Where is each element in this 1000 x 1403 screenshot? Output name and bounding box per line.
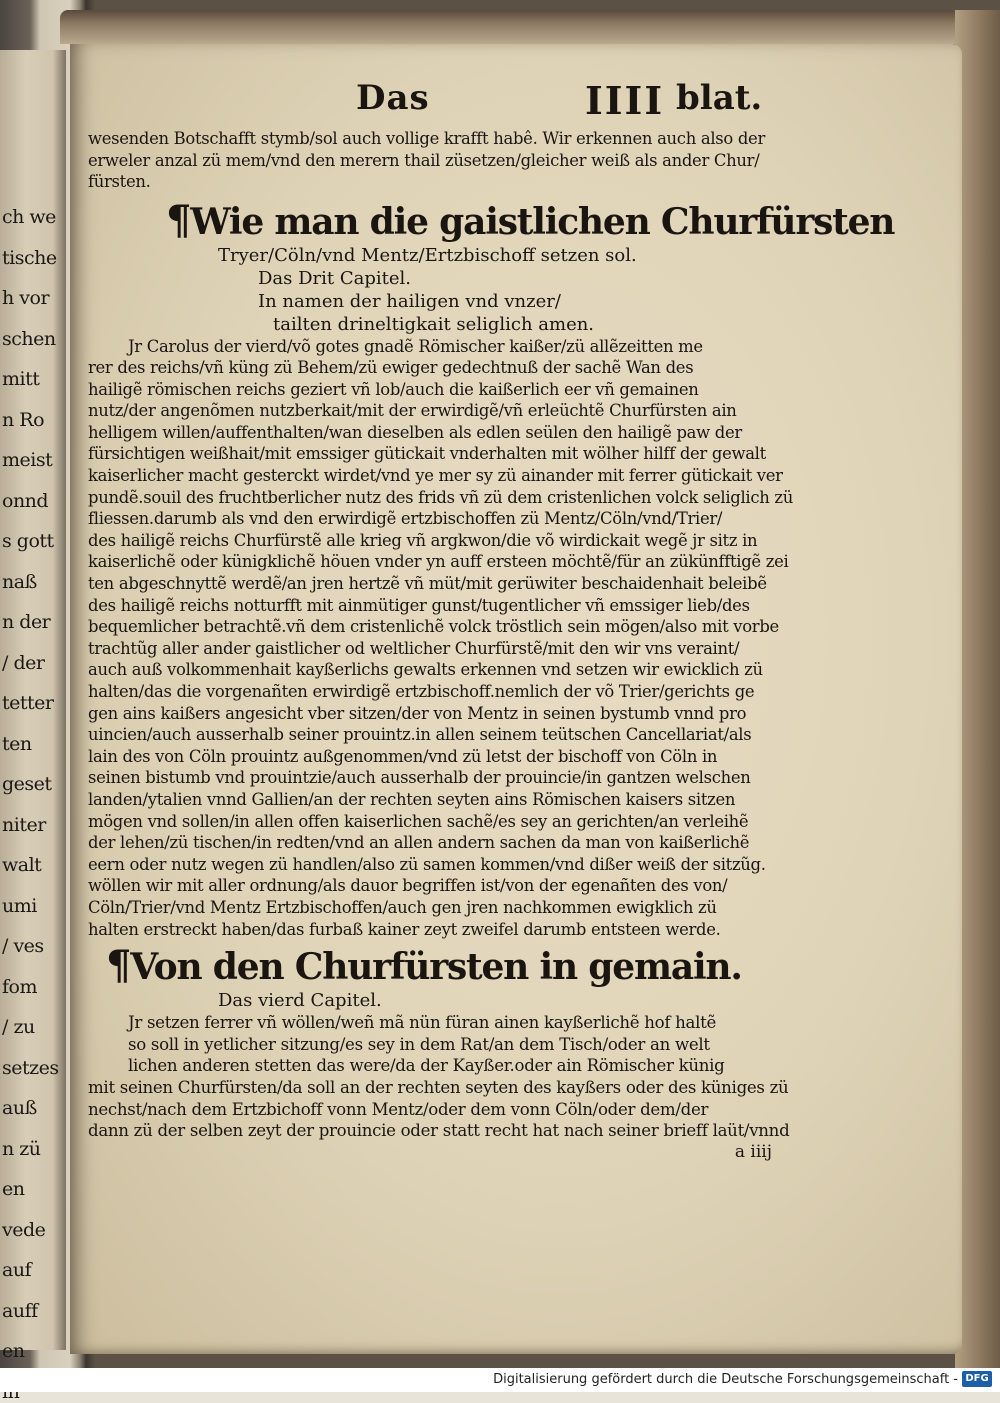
left-page-fragment: fom <box>2 975 37 998</box>
left-page-fragment: / ves <box>2 935 44 957</box>
text-line: seinen bistumb vnd prouintzie/auch ausserhalb der prouincie/in gantzen welschen <box>88 768 751 788</box>
chapter-label: Das vierd Capitel. <box>218 990 382 1012</box>
text-line: helligem willen/auffenthalten/wan dieselben als edlen seülen den hailigẽ paw der <box>88 422 742 442</box>
text-line: des hailigẽ reichs notturfft mit ainmütiger gunst/tugentlicher vñ emssiger lieb/des <box>88 595 750 615</box>
left-page-fragment: h vor <box>2 287 50 309</box>
pilcrow-icon: ¶ <box>166 196 191 244</box>
left-page-fragment: walt <box>2 854 42 876</box>
text-line: auch auß volkommenhait kayßerlichs gewalts erkennen vnd setzen wir ewicklich zü <box>88 660 763 680</box>
text-line: dann zü der selben zeyt der prouincie oder statt recht hat nach seiner brieff laüt/vnnd <box>88 1121 790 1141</box>
text-line: kaiserlichẽ oder künigklichẽ höuen vnder yn auff ersteen möchtẽ/für an zükünfftigẽ zei <box>88 552 789 572</box>
text-line: Jr Carolus der vierd/võ gotes gnadẽ Römischer kaißer/zü allẽzeitten me <box>128 336 703 356</box>
text-line: eern oder nutz wegen zü handlen/also zü samen kommen/vnd dißer weiß der sitzũg. <box>88 854 766 874</box>
book-top-edge <box>60 10 960 44</box>
text-line: landen/ytalien vnnd Gallien/an der rechten seyten ains Römischen kaisers sitzen <box>88 789 736 809</box>
page-text <box>88 78 895 1162</box>
left-page-fragment: geset <box>2 773 52 795</box>
left-page-fragment: tetter <box>2 692 54 714</box>
text-block-3 <box>88 1012 820 1142</box>
text-line: gen ains kaißers angesicht vber sitzen/der von Mentz in seinen bystumb vnnd pro <box>88 703 747 723</box>
text-line: kaiserlicher macht gesterckt wirdet/vnd ye mer sy zü ainander mit ferrer gütickait ver <box>88 466 783 486</box>
text-line: hailigẽ römischen reichs geziert vñ lob/auch die kaißerlich eer vñ gemainen <box>88 379 699 399</box>
text-line: rer des reichs/vñ küng zü Behem/zü ewiger gedechtnuß der sachẽ Wan des <box>88 358 694 378</box>
text-line: fliessen.darumb als vnd den erwirdigẽ ertzbischoffen zü Mentz/Cöln/vnd/Trier/ <box>88 509 723 529</box>
left-page-fragment: / zu <box>2 1016 35 1038</box>
heading-text: Wie man die gaistlichen Churfürsten <box>190 200 895 243</box>
text-line: fürsten. <box>88 172 151 191</box>
text-line: mögen vnd sollen/in allen offen kaiserlichen sachẽ/es sey an gerichten/an verleihẽ <box>88 811 749 831</box>
left-page-fragment: en <box>2 1340 25 1362</box>
text-block-2 <box>88 336 820 941</box>
left-page-fragment: s gott <box>2 530 54 552</box>
left-page-margin <box>0 50 66 1362</box>
text-line: nechst/nach dem Ertzbichoff vonn Mentz/oder dem vonn Cöln/oder dem/der <box>88 1099 709 1119</box>
left-page-fragment: n zü <box>2 1137 41 1160</box>
left-page-fragment: schen <box>2 327 56 350</box>
folio-number: IIII <box>585 78 665 123</box>
text-line: nutz/der angenõmen nutzberkait/mit der erwirdigẽ/vñ erleüchtẽ Churfürsten ain <box>88 401 737 421</box>
left-page-fragment: vede <box>2 1218 46 1241</box>
left-page-fragment: / der <box>2 651 45 674</box>
dfg-logo: DFG <box>962 1371 992 1387</box>
pilcrow-icon: ¶ <box>106 942 131 990</box>
left-page-fragment: mitt <box>2 368 40 390</box>
left-page-fragment: n Ro <box>2 408 45 431</box>
text-line: lain des von Cöln prouintz außgenommen/vnd zü letst der bischoff von Cöln in <box>88 746 718 766</box>
chapter-label: Das Drit Capitel. <box>258 267 412 289</box>
text-line: halten/das die vorgenañten erwirdigẽ ertzbischoff.nemlich der võ Trier/gerichts ge <box>88 682 755 701</box>
left-page-fragment: n der <box>2 611 51 633</box>
text-line: erweler anzal zü mem/vnd den merern thail züsetzen/gleicher weiß als ander Chur/ <box>88 150 760 170</box>
text-line: wöllen wir mit aller ordnung/als dauor begriffen ist/von der egenañten des von/ <box>88 876 728 896</box>
text-line: lichen anderen stetten das were/da der Kayßer.oder ain Römischer künig <box>128 1056 725 1076</box>
text-line: trachtũg aller ander gaistlicher od weltlicher Churfürstẽ/mit den wir vns veraint/ <box>88 638 740 658</box>
left-page-fragment: auß <box>2 1097 37 1119</box>
left-page-fragment: en <box>2 1178 25 1200</box>
heading-subtitle: Tryer/Cöln/vnd Mentz/Ertzbischoff setzen sol. <box>218 244 637 266</box>
section-heading-1 <box>88 196 895 244</box>
text-line: bequemlicher betrachtẽ.vñ dem cristenlichẽ volck tröstlich sein mögen/also mit vorbe <box>88 617 779 637</box>
left-page-fragment: niter <box>2 813 46 836</box>
text-line: wesenden Botschafft stymb/sol auch vollige krafft habê. Wir erkennen auch also der <box>88 129 765 148</box>
left-page-fragment: ch we <box>2 206 56 228</box>
text-line: halten erstreckt haben/das furbaß kainer zeyt zweifel darumb entsteen werde. <box>88 919 721 939</box>
footer-bar <box>0 1368 1000 1392</box>
text-line: pundẽ.souil des fruchtberlicher nutz des frids vñ zü dem cristenlichen volck seliglich zü <box>88 487 794 507</box>
section-heading-2 <box>88 944 820 989</box>
left-page-fragment: auf <box>2 1259 32 1281</box>
footer-credit: Digitalisierung gefördert durch die Deutsche Forschungsgemeinschaft - <box>493 1372 958 1387</box>
text-line: so soll in yetlicher sitzung/es sey in dem Rat/an dem Tisch/oder an welt <box>128 1034 710 1054</box>
invocation-line: tailten drineltigkait seliglich amen. <box>273 313 595 335</box>
text-line: mit seinen Churfürsten/da soll an der rechten seyten des kayßers oder des küniges zü <box>88 1077 789 1097</box>
running-header <box>88 78 820 128</box>
text-line: Cöln/Trier/vnd Mentz Ertzbischoffen/auch gen jren nachkommen ewigklich zü <box>88 897 717 917</box>
heading-text: Von den Churfürsten in gemain. <box>130 946 742 989</box>
left-page-fragment: ten <box>2 732 32 755</box>
left-page-fragment: tische <box>2 246 57 269</box>
text-line: fürsichtigen weißhait/mit emssiger gütickait vnderhalten mit wölher hilff der gewalt <box>88 444 766 464</box>
leaf-label: blat. <box>676 78 763 118</box>
invocation-line: In namen der hailigen vnd vnzer/ <box>258 290 561 312</box>
signature-mark: a iiij <box>734 1141 772 1162</box>
text-block-1 <box>88 128 820 193</box>
text-line: Jr setzen ferrer vñ wöllen/weñ mã nün füran ainen kayßerlichẽ hof haltẽ <box>128 1013 717 1033</box>
left-page-fragment: onnd <box>2 489 49 512</box>
left-page-fragment: naß <box>2 570 37 593</box>
text-line: des hailigẽ reichs Churfürstẽ alle krieg vñ argkwon/die võ wirdickait wegẽ jr sitz in <box>88 530 758 550</box>
left-page-fragment: umi <box>2 894 37 917</box>
text-line: ten abgeschnyttẽ werdẽ/an jren hertzẽ vñ müt/mit gerüwiter beschaidenhait beleibẽ <box>88 574 767 594</box>
left-page-fragment: auff <box>2 1299 38 1322</box>
text-line: uincien/auch ausserhalb seiner prouintz.in allen seinem teütschen Cancellariat/als <box>88 725 752 745</box>
header-title: Das <box>356 78 430 118</box>
left-page-fragment: setzes <box>2 1056 59 1079</box>
left-page-fragment: meist <box>2 449 53 471</box>
text-line: der lehen/zü tischen/in redten/vnd an allen andern sachen da man von kaißerlichẽ <box>88 833 750 853</box>
